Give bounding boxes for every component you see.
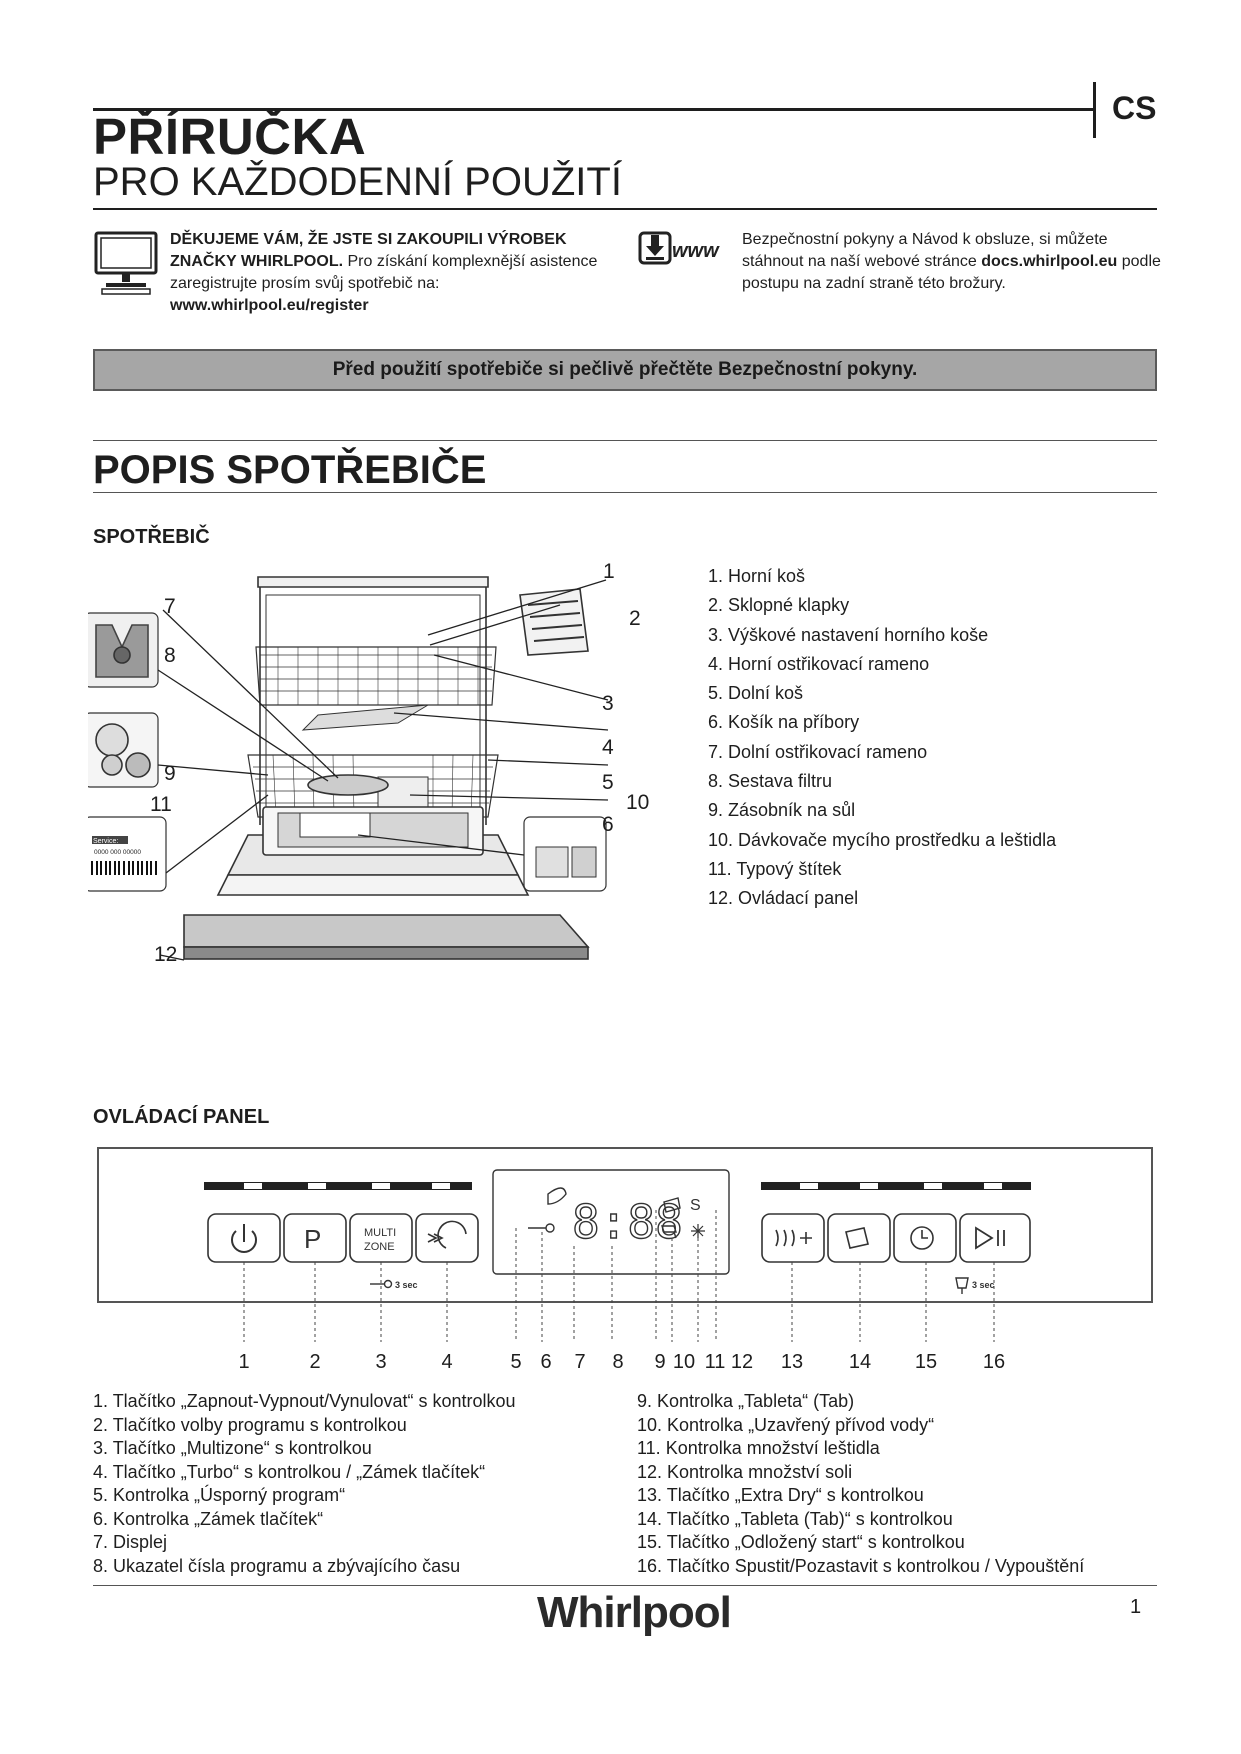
extra-dry-button — [762, 1214, 824, 1262]
panel-number-11: 11 — [704, 1351, 726, 1373]
rinse-aid-indicator-icon — [691, 1224, 705, 1238]
list-item: 6. Kontrolka „Zámek tlačítek“ — [93, 1508, 324, 1529]
list-item: 11. Kontrolka množství leštidla — [637, 1438, 880, 1458]
panel-number-15: 15 — [914, 1351, 938, 1373]
page-subtitle: PRO KAŽDODENNÍ POUŽITÍ — [93, 160, 622, 204]
list-item: 16. Tlačítko Spustit/Pozastavit s kontrolkou / Vypouštění — [637, 1555, 1085, 1576]
page-number: 1 — [1130, 1596, 1142, 1618]
intro-thanks: DĚKUJEME VÁM, ŽE JSTE SI ZAKOUPILI VÝROBEK ZNAČKY WHIRLPOOL. — [170, 231, 567, 270]
list-item: 5. Kontrolka „Úsporný program“ — [93, 1485, 346, 1505]
safety-banner: Před použití spotřebiče si pečlivě přečtěte Bezpečnostní pokyny. — [93, 349, 1157, 391]
callout-12: 12 — [154, 943, 178, 966]
start-pause-button — [960, 1214, 1030, 1262]
display-digits: 8:88 — [572, 1195, 683, 1249]
control-panel-diagram — [96, 1146, 1154, 1376]
list-item: 6. Košík na příbory — [708, 712, 860, 733]
list-item: 12. Ovládací panel — [708, 888, 859, 909]
list-item: 2. Tlačítko volby programu s kontrolkou — [93, 1414, 407, 1435]
computer-icon — [92, 229, 160, 297]
callout-6: 6 — [602, 813, 614, 836]
callout-5: 5 — [602, 771, 614, 794]
callout-3: 3 — [602, 692, 614, 715]
callout-4: 4 — [602, 736, 614, 759]
www-icon-label: www — [672, 240, 719, 262]
panel-number-10: 10 — [672, 1351, 696, 1373]
rating-label-number: 0000 000 00000 — [94, 849, 141, 856]
callout-11: 11 — [150, 793, 172, 816]
tab-button — [828, 1214, 890, 1262]
list-item: 10. Dávkovače mycího prostředku a leštidla — [708, 829, 1057, 850]
panel-number-8: 8 — [612, 1351, 624, 1373]
list-item: 3. Výškové nastavení horního koše — [708, 624, 989, 645]
section-rule-bottom — [93, 492, 1157, 493]
list-item: 2. Sklopné klapky — [708, 595, 850, 616]
multizone-label-1: MULTI — [364, 1227, 397, 1239]
panel-number-3: 3 — [375, 1351, 387, 1373]
page-title: PŘÍRUČKA — [93, 108, 367, 165]
list-item: 9. Zásobník na sůl — [708, 800, 856, 821]
list-item: 4. Horní ostřikovací rameno — [708, 653, 930, 674]
panel-number-4: 4 — [441, 1351, 453, 1373]
panel-number-14: 14 — [848, 1351, 872, 1373]
download-www-icon — [638, 229, 728, 269]
list-item: 4. Tlačítko „Turbo“ s kontrolkou / „Zámek tlačítek“ — [93, 1461, 486, 1482]
lock-hint-text: 3 sec — [395, 1280, 418, 1290]
control-panel-heading: OVLÁDACÍ PANEL — [93, 1106, 270, 1128]
panel-number-5: 5 — [510, 1351, 522, 1373]
panel-number-2: 2 — [309, 1351, 321, 1373]
appliance-heading: SPOTŘEBIČ — [93, 526, 210, 548]
list-item: 14. Tlačítko „Tableta (Tab)“ s kontrolkou — [637, 1508, 953, 1529]
header-rule-vertical — [1093, 82, 1096, 138]
parts-list — [708, 562, 1056, 914]
intro-registration — [170, 229, 620, 317]
callout-2: 2 — [629, 607, 641, 630]
appliance-diagram — [88, 555, 668, 1035]
header-rule-bottom — [93, 208, 1157, 210]
list-item: 11. Typový štítek — [708, 858, 842, 879]
callout-8: 8 — [164, 644, 176, 667]
callout-9: 9 — [164, 762, 176, 785]
section-title: POPIS SPOTŘEBIČE — [93, 448, 487, 492]
intro-download-text-2: podle postupu na zadní straně této brožury. — [742, 253, 1161, 292]
language-code: CS — [1112, 90, 1157, 126]
list-item: 10. Kontrolka „Uzavřený přívod vody“ — [637, 1414, 935, 1435]
intro-download-text: Bezpečnostní pokyny a Návod k obsluze, si můžete stáhnout na naší webové stránce — [742, 231, 1108, 270]
rating-label-service: Service: — [93, 838, 119, 845]
list-item: 9. Kontrolka „Tableta“ (Tab) — [637, 1391, 855, 1411]
callout-7: 7 — [164, 595, 176, 618]
list-item: 7. Displej — [93, 1532, 168, 1552]
panel-number-16: 16 — [982, 1351, 1006, 1373]
panel-number-9: 9 — [654, 1351, 666, 1373]
callout-10: 10 — [626, 791, 650, 814]
panel-number-13: 13 — [780, 1351, 804, 1373]
intro-download — [742, 229, 1172, 295]
list-item: 7. Dolní ostřikovací rameno — [708, 741, 928, 762]
list-item: 13. Tlačítko „Extra Dry“ s kontrolkou — [637, 1485, 924, 1505]
panel-number-6: 6 — [540, 1351, 552, 1373]
panel-number-1: 1 — [238, 1351, 250, 1373]
list-item: 5. Dolní koš — [708, 683, 804, 704]
list-item: 1. Horní koš — [708, 566, 806, 586]
footer-rule — [93, 1585, 1157, 1586]
intro-registration-text: Pro získání komplexnější asistence zaregistrujte prosím svůj spotřebič na: — [170, 253, 598, 292]
list-item: 8. Sestava filtru — [708, 771, 833, 792]
section-rule-top — [93, 440, 1157, 441]
list-item: 3. Tlačítko „Multizone“ s kontrolkou — [93, 1438, 372, 1458]
panel-number-7: 7 — [574, 1351, 586, 1373]
callout-1: 1 — [603, 560, 615, 583]
list-item: 15. Tlačítko „Odložený start“ s kontrolkou — [637, 1532, 965, 1552]
whirlpool-logo: Whirlpool — [537, 1588, 731, 1637]
list-item: 12. Kontrolka množství soli — [637, 1461, 853, 1482]
panel-number-12: 12 — [730, 1351, 754, 1373]
turbo-button — [416, 1214, 478, 1262]
program-label: P — [304, 1224, 322, 1254]
list-item: 1. Tlačítko „Zapnout-Vypnout/Vynulovat“ s kontrolkou — [93, 1391, 516, 1411]
salt-indicator-icon: S — [690, 1197, 701, 1214]
controls-list-right — [637, 1390, 1084, 1578]
list-item: 8. Ukazatel čísla programu a zbývajícího času — [93, 1555, 461, 1576]
controls-list-left — [93, 1390, 516, 1578]
drain-hint-text: 3 sec — [972, 1280, 995, 1290]
multizone-label-2: ZONE — [364, 1241, 395, 1253]
barcode — [92, 861, 156, 875]
docs-link[interactable]: docs.whirlpool.eu — [981, 253, 1118, 270]
register-link[interactable]: www.whirlpool.eu/register — [170, 297, 369, 314]
